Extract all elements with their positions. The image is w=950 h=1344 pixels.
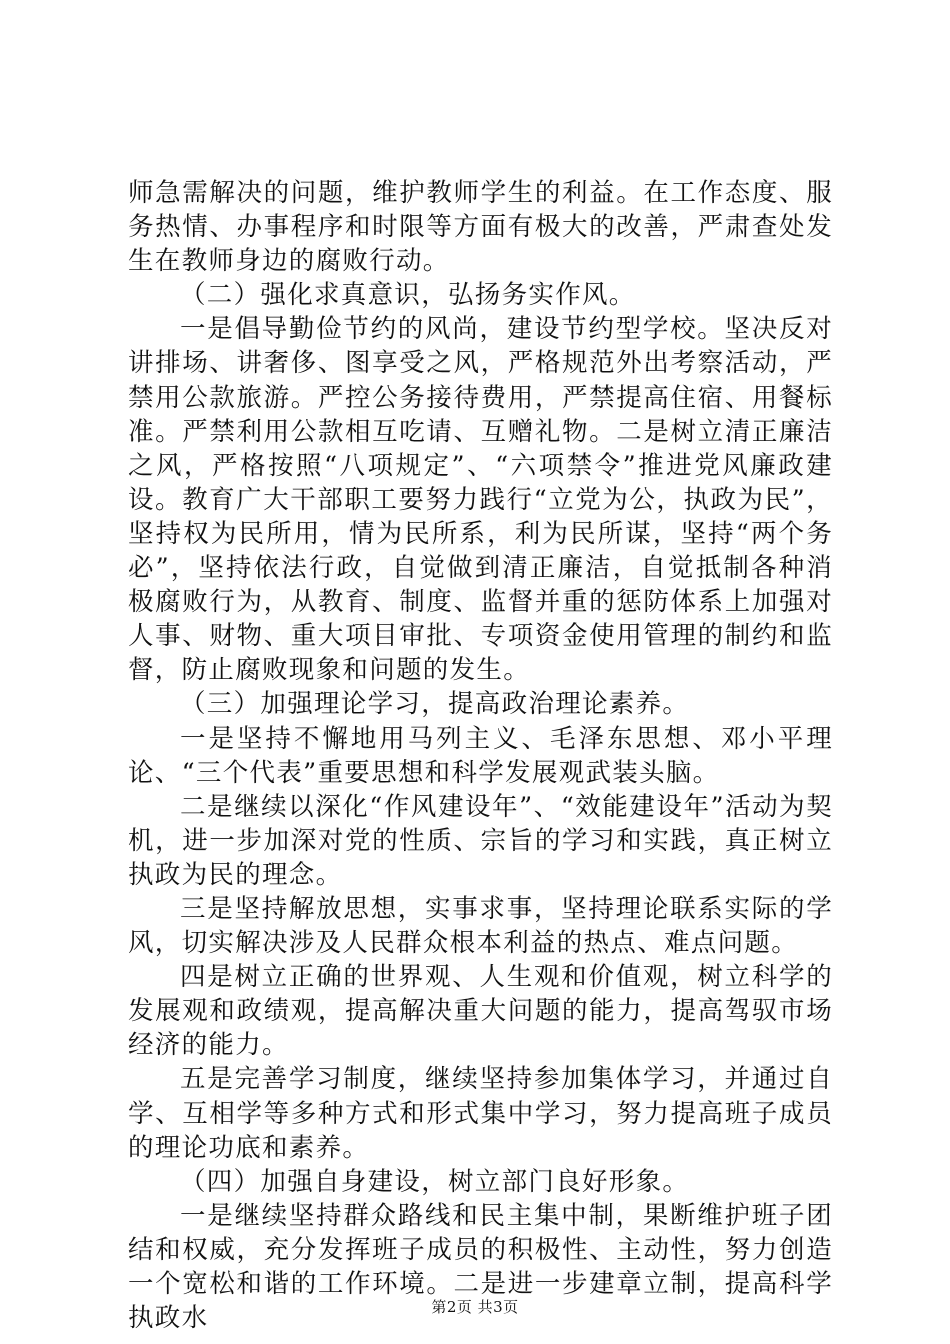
paragraph: 一是坚持不懈地用马列主义、毛泽东思想、邓小平理论、“三个代表”重要思想和科学发展观武装头脑。	[128, 723, 833, 788]
paragraph: 二是继续以深化“作风建设年”、“效能建设年”活动为契机，进一步加深对党的性质、宗旨的学习和实践，真正树立执政为民的理念。	[128, 791, 833, 890]
document-body	[128, 176, 833, 1335]
paragraph: 师急需解决的问题，维护教师学生的利益。在工作态度、服务热情、办事程序和时限等方面有极大的改善，严肃查处发生在教师身边的腐败行动。	[128, 178, 833, 277]
paragraph: 一是继续坚持群众路线和民主集中制，果断维护班子团结和权威，充分发挥班子成员的积极性、主动性，努力创造一个宽松和谐的工作环境。二是进一步建章立制，提高科学执政水	[128, 1200, 833, 1334]
paragraph: 三是坚持解放思想，实事求事，坚持理论联系实际的学风，切实解决涉及人民群众根本利益的热点、难点问题。	[128, 893, 833, 959]
section-heading: （四）加强自身建设，树立部门良好形象。	[180, 1166, 690, 1197]
paragraph: 四是树立正确的世界观、人生观和价值观，树立科学的发展观和政绩观，提高解决重大问题的能力，提高驾驭市场经济的能力。	[128, 962, 833, 1061]
page-footer: 第2页 共3页	[431, 1298, 519, 1316]
paragraph: 一是倡导勤俭节约的风尚，建设节约型学校。坚决反对讲排场、讲奢侈、图享受之风，严格规范外出考察活动，严禁用公款旅游。严控公务接待费用，严禁提高住宿、用餐标准。严禁利用公款相互吃请、互赠礼物。二是树立清正廉洁之风，严格按照“八项规定”、“六项禁令”推进党风廉政建设。教育广大干部职工要努力践行“立党为公，执政为民”，坚持权为民所用，情为民所系，利为民所谋，坚持“两个务必”，坚持依法行政，自觉做到清正廉洁，自觉抵制各种消极腐败行为，从教育、制度、监督并重的惩防体系上加强对人事、财物、重大项目审批、专项资金使用管理的制约和监督，防止腐败现象和问题的发生。	[128, 314, 833, 686]
section-heading: （三）加强理论学习，提高政治理论素养。	[180, 689, 690, 720]
paragraph: 五是完善学习制度，继续坚持参加集体学习，并通过自学、互相学等多种方式和形式集中学习，努力提高班子成员的理论功底和素养。	[128, 1064, 833, 1163]
section-heading: （二）强化求真意识，弘扬务实作风。	[180, 280, 636, 311]
